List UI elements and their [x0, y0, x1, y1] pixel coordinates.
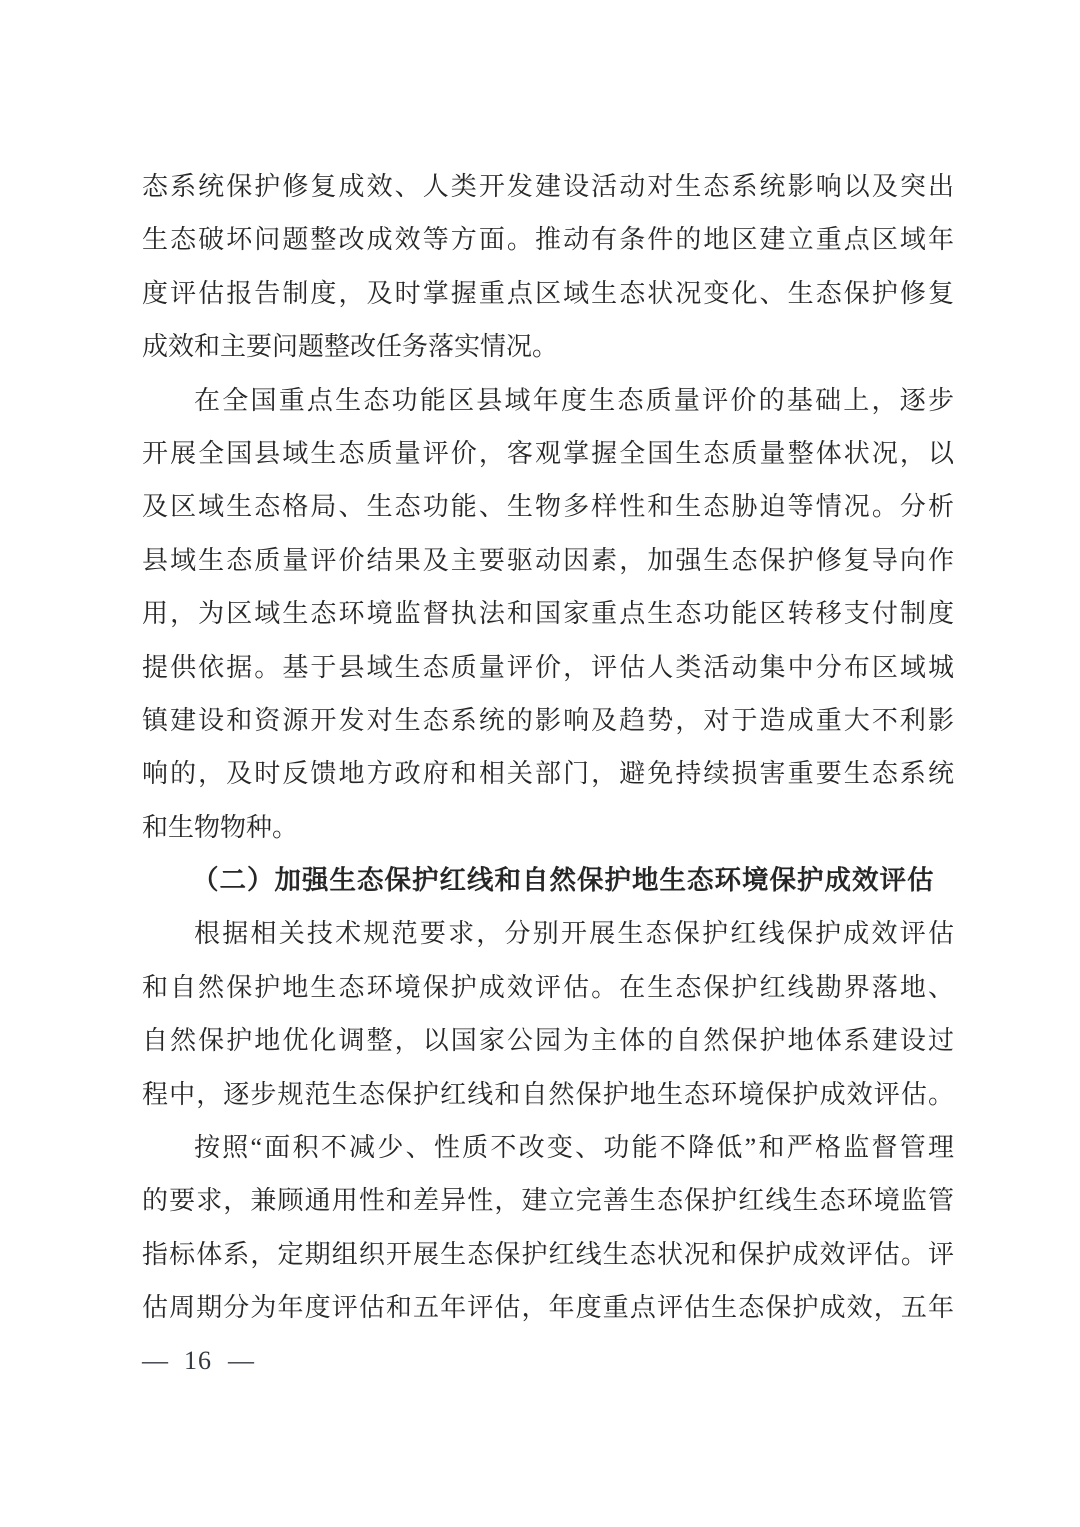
text-line: 开展全国县域生态质量评价，客观掌握全国生态质量整体状况，以: [142, 438, 954, 468]
text-line: 程中，逐步规范生态保护红线和自然保护地生态环境保护成效评估。: [142, 1079, 954, 1109]
text-line: 县域生态质量评价结果及主要驱动因素，加强生态保护修复导向作: [142, 545, 954, 575]
text-line: 和自然保护地生态环境保护成效评估。在生态保护红线勘界落地、: [142, 972, 954, 1002]
text-line: 响的，及时反馈地方政府和相关部门，避免持续损害重要生态系统: [142, 759, 954, 789]
text-line: 用，为区域生态环境监督执法和国家重点生态功能区转移支付制度: [142, 599, 954, 629]
paragraph: [142, 907, 954, 1121]
text-line: 及区域生态格局、生态功能、生物多样性和生态胁迫等情况。分析: [142, 492, 954, 522]
page-number: 16: [184, 1346, 212, 1375]
text-line: 指标体系，定期组织开展生态保护红线生态状况和保护成效评估。评: [142, 1239, 954, 1269]
text-line: 的要求，兼顾通用性和差异性，建立完善生态保护红线生态环境监管: [142, 1186, 954, 1216]
footer-dash-right: —: [228, 1346, 254, 1375]
paragraph: [142, 160, 954, 374]
paragraph: [142, 374, 954, 855]
text-line: 成效和主要问题整改任务落实情况。: [142, 332, 559, 362]
text-line: 生态破坏问题整改成效等方面。推动有条件的地区建立重点区域年: [142, 225, 954, 255]
text-line: 按照“面积不减少、性质不改变、功能不降低”和严格监督管理: [194, 1133, 954, 1163]
text-line: 自然保护地优化调整，以国家公园为主体的自然保护地体系建设过: [142, 1026, 954, 1056]
page-footer: [142, 1341, 254, 1381]
footer-dash-left: —: [142, 1346, 168, 1375]
document-page: [142, 160, 954, 1335]
text-line: 在全国重点生态功能区县域年度生态质量评价的基础上，逐步: [194, 385, 954, 415]
text-line: 根据相关技术规范要求，分别开展生态保护红线保护成效评估: [194, 919, 954, 949]
paragraph: [142, 1121, 954, 1335]
text-line: 镇建设和资源开发对生态系统的影响及趋势，对于造成重大不利影: [142, 705, 954, 735]
section-heading: （二）加强生态保护红线和自然保护地生态环境保护成效评估: [192, 865, 935, 896]
text-line: 和生物物种。: [142, 812, 299, 842]
text-line: 态系统保护修复成效、人类开发建设活动对生态系统影响以及突出: [142, 172, 954, 201]
text-line: 度评估报告制度，及时掌握重点区域生态状况变化、生态保护修复: [142, 278, 954, 308]
text-line: 提供依据。基于县域生态质量评价，评估人类活动集中分布区域城: [142, 652, 954, 682]
text-line: 估周期分为年度评估和五年评估，年度重点评估生态保护成效，五年: [142, 1293, 954, 1323]
